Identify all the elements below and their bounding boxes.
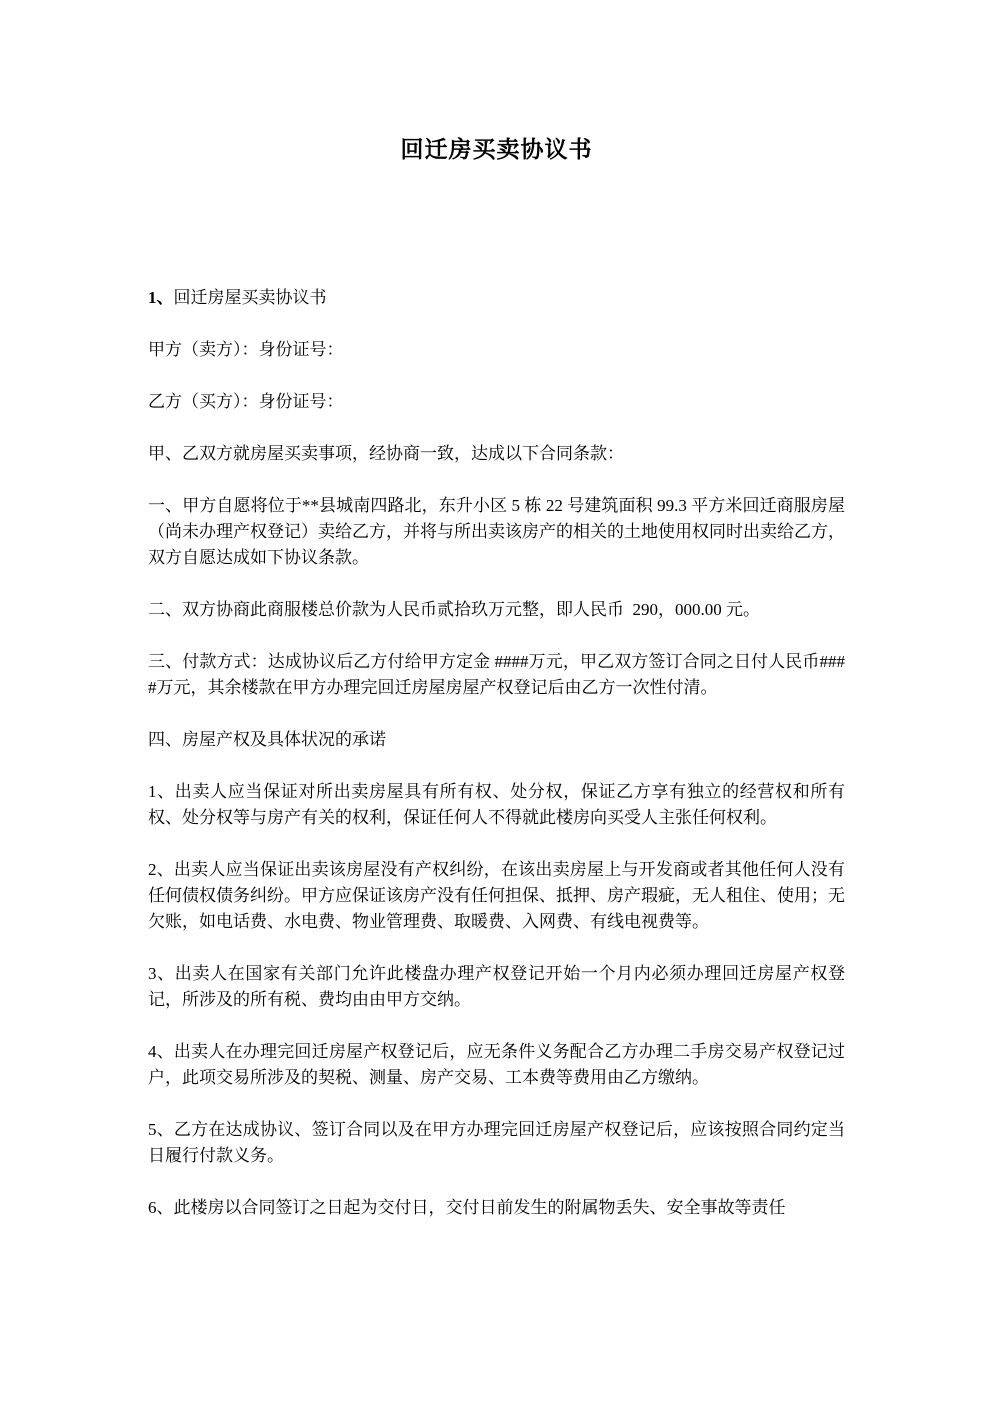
subclause-4: 4、出卖人在办理完回迁房屋产权登记后，应无条件义务配合乙方办理二手房交易产权登记过户，此项交易所涉及的契税、测量、房产交易、工本费等费用由乙方缴纳。	[148, 1042, 845, 1087]
clause-four-heading: 四、房屋产权及具体状况的承诺	[148, 730, 386, 749]
list-item-1-number: 1、	[148, 288, 174, 307]
document-title: 回迁房买卖协议书	[400, 137, 593, 162]
party-b-line: 乙方（买方）：身份证号：	[148, 392, 344, 411]
clause-one: 一、甲方自愿将位于**县城南四路北，东升小区 5 栋 22 号建筑面积 99.3 平方米回迁商服房屋（尚未办理产权登记）卖给乙方，并将与所出卖该房产的相关的土地使用权同时出卖给乙方，双方自愿达成如下协议条款。	[148, 496, 845, 567]
clause-two-price: 二、双方协商此商服楼总价款为人民币贰拾玖万元整，即人民币 290，000.00 元。	[148, 600, 760, 619]
preamble-line: 甲、乙双方就房屋买卖事项，经协商一致，达成以下合同条款：	[148, 444, 624, 463]
list-item-1-text: 回迁房屋买卖协议书	[173, 288, 327, 307]
clause-three-payment: 三、付款方式：达成协议后乙方付给甲方定金 ####万元，甲乙双方签订合同之日付人民币####万元，其余楼款在甲方办理完回迁房屋房屋产权登记后由乙方一次性付清。	[148, 652, 845, 697]
party-a-line: 甲方（卖方）：身份证号：	[148, 340, 344, 359]
subclause-1: 1、出卖人应当保证对所出卖房屋具有所有权、处分权，保证乙方享有独立的经营权和所有权、处分权等与房产有关的权利，保证任何人不得就此楼房向买受人主张任何权利。	[148, 782, 845, 827]
subclause-2: 2、出卖人应当保证出卖该房屋没有产权纠纷，在该出卖房屋上与开发商或者其他任何人没有任何债权债务纠纷。甲方应保证该房产没有任何担保、抵押、房产瑕疵，无人租住、使用；无欠账，如电话费、水电费、物业管理费、取暖费、入网费、有线电视费等。	[148, 860, 845, 931]
subclause-3: 3、出卖人在国家有关部门允许此楼盘办理产权登记开始一个月内必须办理回迁房屋产权登记，所涉及的所有税、费均由由甲方交纳。	[148, 964, 845, 1009]
subclause-6-partial: 6、此楼房以合同签订之日起为交付日，交付日前发生的附属物丢失、安全事故等责任	[148, 1198, 786, 1217]
subclause-5: 5、乙方在达成协议、签订合同以及在甲方办理完回迁房屋产权登记后，应该按照合同约定当日履行付款义务。	[148, 1120, 845, 1165]
list-item-1-heading	[148, 285, 845, 311]
